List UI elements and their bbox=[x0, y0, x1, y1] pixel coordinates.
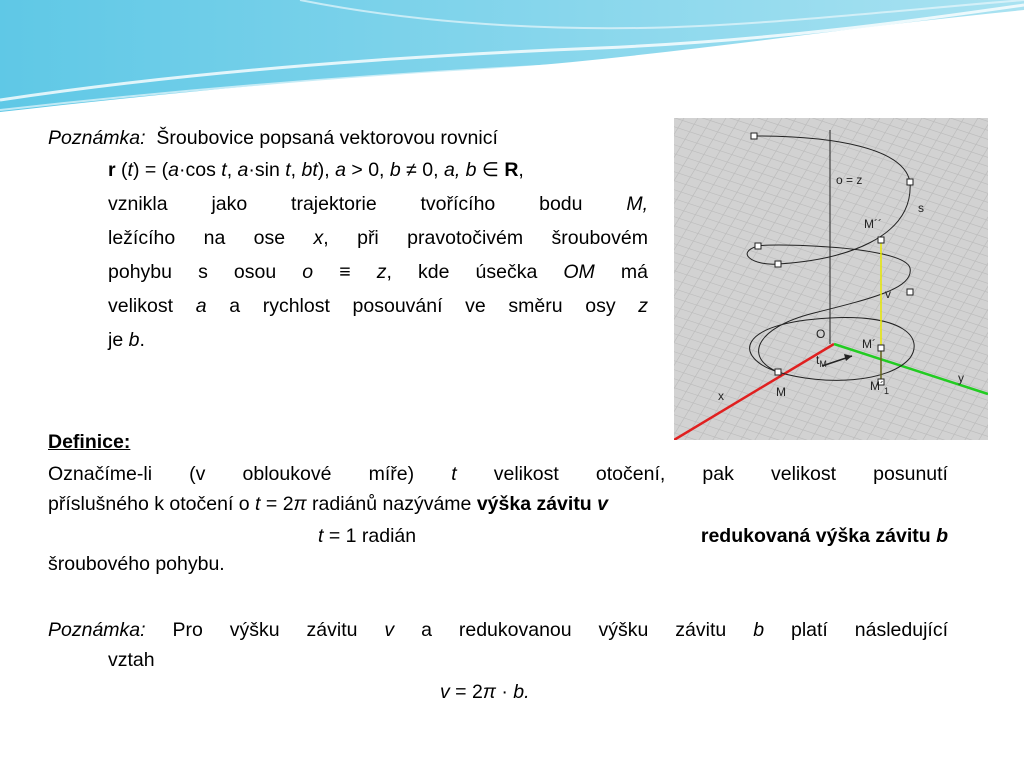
label-o: O bbox=[816, 327, 826, 341]
label-x: x bbox=[718, 389, 724, 403]
label-axis: o = z bbox=[836, 173, 863, 187]
note1-equation: r (t) = (a·cos t, a·sin t, bt), a > 0, b ≠ 0, a, b ∈ R, bbox=[108, 159, 524, 181]
label-t: $t_M$ bbox=[816, 353, 827, 369]
note1-line3: vznikla jako trajektorie tvořícího bodu M, bbox=[108, 193, 648, 215]
label-m: M bbox=[776, 385, 786, 399]
label-s: s bbox=[918, 201, 924, 215]
definition-title: Definice: bbox=[48, 431, 131, 453]
label-m1b: $M´_1$ bbox=[870, 379, 890, 396]
definition-line3-right: redukovaná výška závitu b bbox=[700, 525, 948, 547]
label-m2: M´´ bbox=[864, 217, 882, 231]
note-label: Poznámka: bbox=[48, 127, 146, 149]
label-y: y bbox=[958, 371, 964, 385]
header-wave bbox=[0, 0, 1024, 120]
label-v: v bbox=[885, 287, 891, 301]
note2-line2: vztah bbox=[108, 649, 155, 671]
note2-line1: Poznámka: Pro výšku závitu v a redukovanou výšku závitu b platí následující bbox=[48, 619, 948, 641]
note1-line6: velikost a a rychlost posouvání ve směru osy z bbox=[108, 295, 648, 317]
note1-line1: Poznámka: Šroubovice popsaná vektorovou rovnicí bbox=[48, 127, 498, 149]
definition-line4: šroubového pohybu. bbox=[48, 553, 225, 575]
note1-line7: je b. bbox=[108, 329, 145, 351]
definition-line2: příslušného k otočení o t = 2π radiánů nazýváme výška závitu v bbox=[48, 493, 608, 515]
label-m1: M´ bbox=[862, 337, 876, 351]
note2-formula: v = 2π · b. bbox=[440, 681, 530, 703]
definition-line1: Označíme-li (v obloukové míře) t velikost otočení, pak velikost posunutí bbox=[48, 463, 948, 485]
helix-figure bbox=[674, 118, 988, 440]
definition-line3-left: t = 1 radián bbox=[318, 525, 417, 547]
note1-line4: ležícího na ose x, při pravotočivém šroubovém bbox=[108, 227, 648, 249]
note1-line5: pohybu s osou o ≡ z, kde úsečka OM má bbox=[108, 261, 648, 283]
